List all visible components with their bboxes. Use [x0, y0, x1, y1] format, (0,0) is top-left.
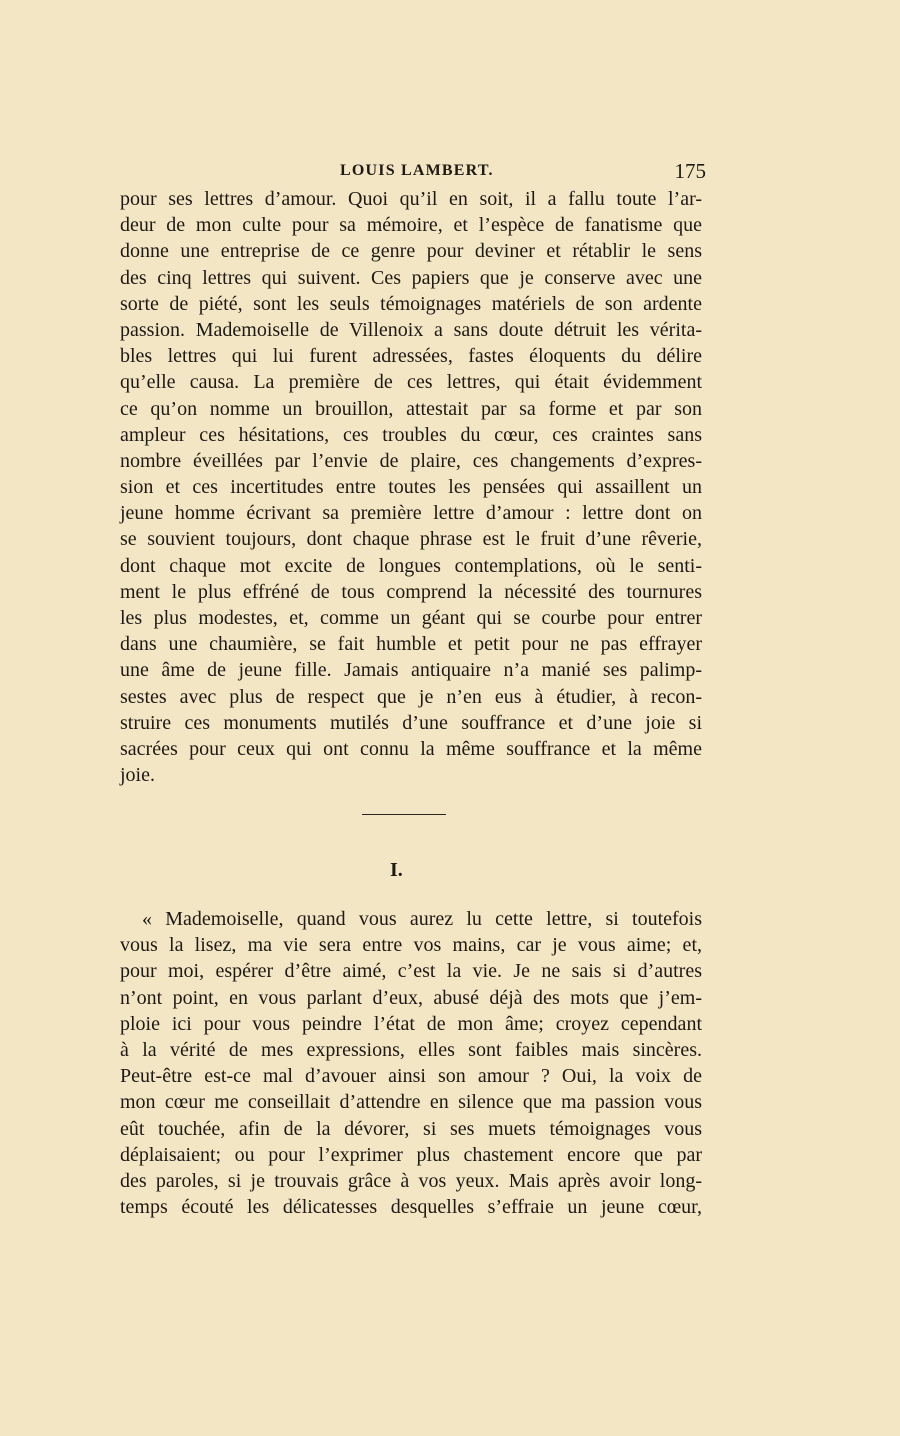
text-line: dans une chaumière, se fait humble et petit pour ne pas effrayer: [120, 633, 702, 656]
text-line: ampleur ces hésitations, ces troubles du cœur, ces craintes sans: [120, 423, 702, 446]
text-line: donne une entreprise de ce genre pour deviner et rétablir le sens: [120, 240, 702, 263]
text-line: « Mademoiselle, quand vous aurez lu cette lettre, si toutefois: [142, 908, 702, 930]
text-line: sorte de piété, sont les seuls témoignages matériels de son ardente: [120, 292, 702, 315]
text-line: nombre éveillées par l’envie de plaire, ces changements d’expres-: [120, 449, 702, 472]
section-heading: I.: [390, 859, 403, 881]
text-line: qu’elle causa. La première de ces lettres, qui était évidemment: [120, 371, 702, 394]
text-line: ploie ici pour vous peindre l’état de mon âme; croyez cependant: [120, 1012, 702, 1035]
running-head: LOUIS LAMBERT.: [340, 162, 494, 179]
text-line: sion et ces incertitudes entre toutes les pensées qui assaillent un: [120, 476, 702, 499]
page-number: 175: [674, 159, 706, 183]
text-line: des cinq lettres qui suivent. Ces papiers que je conserve avec une: [120, 266, 702, 289]
text-line: pour moi, espérer d’être aimé, c’est la vie. Je ne sais si d’autres: [120, 960, 702, 983]
text-line: vous la lisez, ma vie sera entre vos mains, car je vous aime; et,: [120, 934, 702, 957]
section-divider: [362, 814, 446, 815]
text-line: sacrées pour ceux qui ont connu la même souffrance et la même: [120, 737, 702, 760]
page-header: [340, 159, 706, 183]
text-line: struire ces monuments mutilés d’une souffrance et d’une joie si: [120, 711, 702, 734]
text-line: Peut-être est-ce mal d’avouer ainsi son amour ? Oui, la voix de: [120, 1065, 702, 1088]
text-line: ment le plus effréné de tous comprend la nécessité des tournures: [120, 580, 702, 603]
text-line: pour ses lettres d’amour. Quoi qu’il en soit, il a fallu toute l’ar-: [120, 188, 702, 210]
text-line: passion. Mademoiselle de Villenoix a sans doute détruit les vérita-: [120, 318, 702, 341]
text-line: dont chaque mot excite de longues contemplations, où le senti-: [120, 554, 702, 577]
text-line: mon cœur me conseillait d’attendre en silence que ma passion vous: [120, 1091, 702, 1114]
text-line: n’ont point, en vous parlant d’eux, abusé déjà des mots que j’em-: [120, 986, 702, 1009]
text-line: déplaisaient; ou pour l’exprimer plus chastement encore que par: [120, 1143, 702, 1166]
text-line: des paroles, si je trouvais grâce à vos yeux. Mais après avoir long-: [120, 1169, 702, 1192]
text-line: ce qu’on nomme un brouillon, attestait par sa forme et par son: [120, 397, 702, 420]
text-line: bles lettres qui lui furent adressées, fastes éloquents du délire: [120, 345, 702, 368]
text-line: se souvient toujours, dont chaque phrase est le fruit d’une rêverie,: [120, 528, 702, 551]
paragraph-2: [120, 906, 702, 1220]
text-line: sestes avec plus de respect que je n’en eus à étudier, à recon-: [120, 685, 702, 708]
text-line: les plus modestes, et, comme un géant qui se courbe pour entrer: [120, 607, 702, 629]
text-line: à la vérité de mes expressions, elles sont faibles mais sincères.: [120, 1038, 702, 1061]
text-line: eût touchée, afin de la dévorer, si ses muets témoignages vous: [120, 1117, 702, 1140]
text-line: deur de mon culte pour sa mémoire, et l’espèce de fanatisme que: [120, 214, 702, 237]
text-line: joie.: [120, 764, 155, 787]
paragraph-1: [120, 186, 702, 788]
text-line: jeune homme écrivant sa première lettre d’amour : lettre dont on: [120, 502, 702, 525]
text-line: temps écouté les délicatesses desquelles s’effraie un jeune cœur,: [120, 1196, 702, 1219]
text-line: une âme de jeune fille. Jamais antiquaire n’a manié ses palimp-: [120, 659, 702, 682]
